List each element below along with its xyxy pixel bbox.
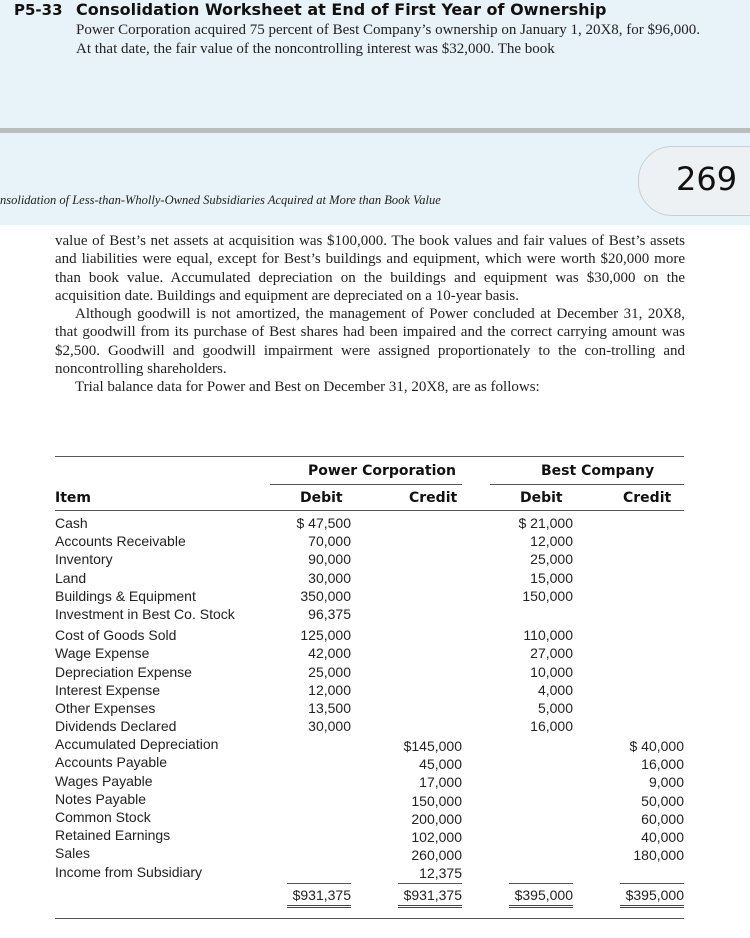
power-credit-cell: 12,375 <box>419 865 462 882</box>
best-credit-cell: 50,000 <box>641 792 684 809</box>
row-label: Accumulated Depreciation <box>55 736 219 753</box>
best-debit-cell: 15,000 <box>530 569 573 586</box>
row-label: Interest Expense <box>55 681 161 698</box>
power-credit-column <box>380 737 462 883</box>
col-header-best-credit: Credit <box>623 490 672 506</box>
row-label: Wage Expense <box>55 645 150 662</box>
paragraph-1: value of Best’s net assets at acquisition was $100,000. The book values and fair values of Best’s assets and liabilities were equal, except for Best’s buildings and equipment, which were worth $20,000 more than book value. Accumulated depreciation on the buildings and equipment was $30,000 on the acquisition date. Buildings and equipment are depreciated on a 10-year basis. <box>55 233 685 304</box>
best-credit-cell: 40,000 <box>641 828 684 845</box>
row-label: Accounts Receivable <box>55 533 186 550</box>
table-bottom-rule <box>55 918 684 919</box>
problem-body <box>55 232 685 397</box>
row-label: Notes Payable <box>55 790 147 807</box>
row-label: Sales <box>55 845 91 862</box>
power-debit-column <box>270 514 351 735</box>
total-power-debit: $931,375 <box>287 886 351 908</box>
power-debit-cell: 96,375 <box>308 605 351 622</box>
power-credit-cell: 102,000 <box>411 828 462 845</box>
running-head: nsolidation of Less-than-Wholly-Owned Subsidiaries Acquired at More than Book Value <box>0 193 441 207</box>
power-debit-cell: 30,000 <box>308 718 351 735</box>
power-debit-cell: 25,000 <box>308 663 351 680</box>
total-rule-power-debit <box>287 883 351 884</box>
intro-text: Power Corporation acquired 75 percent of Best Company’s ownership on January 1, 20X8, for $96,000. At that date, the fair value of the noncontrolling interest was $32,000. The book <box>76 22 701 57</box>
power-credit-cell: 150,000 <box>411 792 462 809</box>
group-header-power: Power Corporation <box>308 463 456 479</box>
row-label: Buildings & Equipment <box>55 587 196 604</box>
row-label: Accounts Payable <box>55 754 168 771</box>
row-label: Land <box>55 569 87 586</box>
best-debit-cell: 25,000 <box>530 551 573 568</box>
power-credit-cell: 45,000 <box>419 756 462 773</box>
best-credit-cell: 180,000 <box>633 847 684 864</box>
power-debit-cell: 13,500 <box>308 699 351 716</box>
power-debit-cell: 42,000 <box>308 645 351 662</box>
best-credit-column <box>600 737 684 864</box>
best-debit-cell: $ 21,000 <box>518 515 573 531</box>
total-best-debit: $395,000 <box>509 886 573 908</box>
best-debit-column <box>490 514 573 735</box>
col-header-item: Item <box>55 490 91 506</box>
group-rule-power <box>270 484 462 485</box>
top-page-fragment <box>0 0 750 128</box>
row-label: Other Expenses <box>55 699 156 716</box>
best-debit-cell: 16,000 <box>530 718 573 735</box>
power-debit-cell: 12,000 <box>308 681 351 698</box>
total-power-credit: $931,375 <box>398 886 462 908</box>
power-credit-cell: $145,000 <box>403 738 462 754</box>
problem-id: P5-33 <box>14 1 63 19</box>
table-top-rule <box>55 456 684 457</box>
best-debit-cell: 10,000 <box>530 663 573 680</box>
best-debit-cell: 110,000 <box>523 627 573 644</box>
power-credit-cell: 17,000 <box>419 774 462 791</box>
total-rule-best-debit <box>509 883 573 884</box>
row-label: Retained Earnings <box>55 827 171 844</box>
group-rule-best <box>490 484 684 485</box>
row-label: Cash <box>55 515 88 531</box>
row-label: Wages Payable <box>55 772 153 789</box>
power-debit-cell: 125,000 <box>300 627 351 644</box>
best-debit-cell: 27,000 <box>530 645 573 662</box>
group-header-best: Best Company <box>541 463 655 479</box>
best-debit-cell: 5,000 <box>537 699 573 716</box>
paragraph-2: Although goodwill is not amortized, the management of Power concluded at December 31, 20X8, that goodwill from its purchase of Best shares had been impaired and the correct carrying amount was $2,500. Goodwill and goodwill impairment were assigned proportionately to the con-trolling and noncontrolling shareholders. <box>55 306 685 378</box>
power-debit-cell: 350,000 <box>300 587 351 604</box>
col-header-power-debit: Debit <box>300 490 343 506</box>
problem-title: Consolidation Worksheet at End of First Year of Ownership <box>76 0 607 19</box>
best-debit-cell: 150,000 <box>522 587 573 604</box>
row-label: Dividends Declared <box>55 718 177 735</box>
row-label: Common Stock <box>55 809 151 825</box>
row-label: Depreciation Expense <box>55 663 192 680</box>
item-column <box>55 514 275 881</box>
best-debit-cell <box>490 605 573 623</box>
power-credit-cell: 260,000 <box>411 847 462 864</box>
paragraph-3: Trial balance data for Power and Best on December 31, 20X8, are as follows: <box>75 379 540 396</box>
row-label: Income from Subsidiary <box>55 863 203 880</box>
best-debit-cell: 12,000 <box>530 533 573 550</box>
power-debit-cell: 70,000 <box>308 533 351 550</box>
row-label: Inventory <box>55 551 113 568</box>
col-header-best-debit: Debit <box>520 490 563 506</box>
total-best-credit: $395,000 <box>620 886 684 908</box>
best-credit-cell: 60,000 <box>641 810 684 827</box>
page-number: 269 <box>676 160 738 198</box>
row-label: Cost of Goods Sold <box>55 627 177 644</box>
power-credit-cell: 200,000 <box>411 810 462 827</box>
total-rule-best-credit <box>620 883 684 884</box>
best-debit-cell: 4,000 <box>537 681 573 698</box>
power-debit-cell: 30,000 <box>308 569 351 586</box>
best-credit-cell: $ 40,000 <box>629 738 684 754</box>
power-debit-cell: 90,000 <box>308 551 351 568</box>
row-label: Investment in Best Co. Stock <box>55 605 235 622</box>
best-credit-cell: 16,000 <box>641 756 684 773</box>
header-rule <box>55 510 684 511</box>
power-debit-cell: $ 47,500 <box>296 515 351 531</box>
best-credit-cell: 9,000 <box>648 774 684 791</box>
total-rule-power-credit <box>398 883 462 884</box>
col-header-power-credit: Credit <box>409 490 458 506</box>
